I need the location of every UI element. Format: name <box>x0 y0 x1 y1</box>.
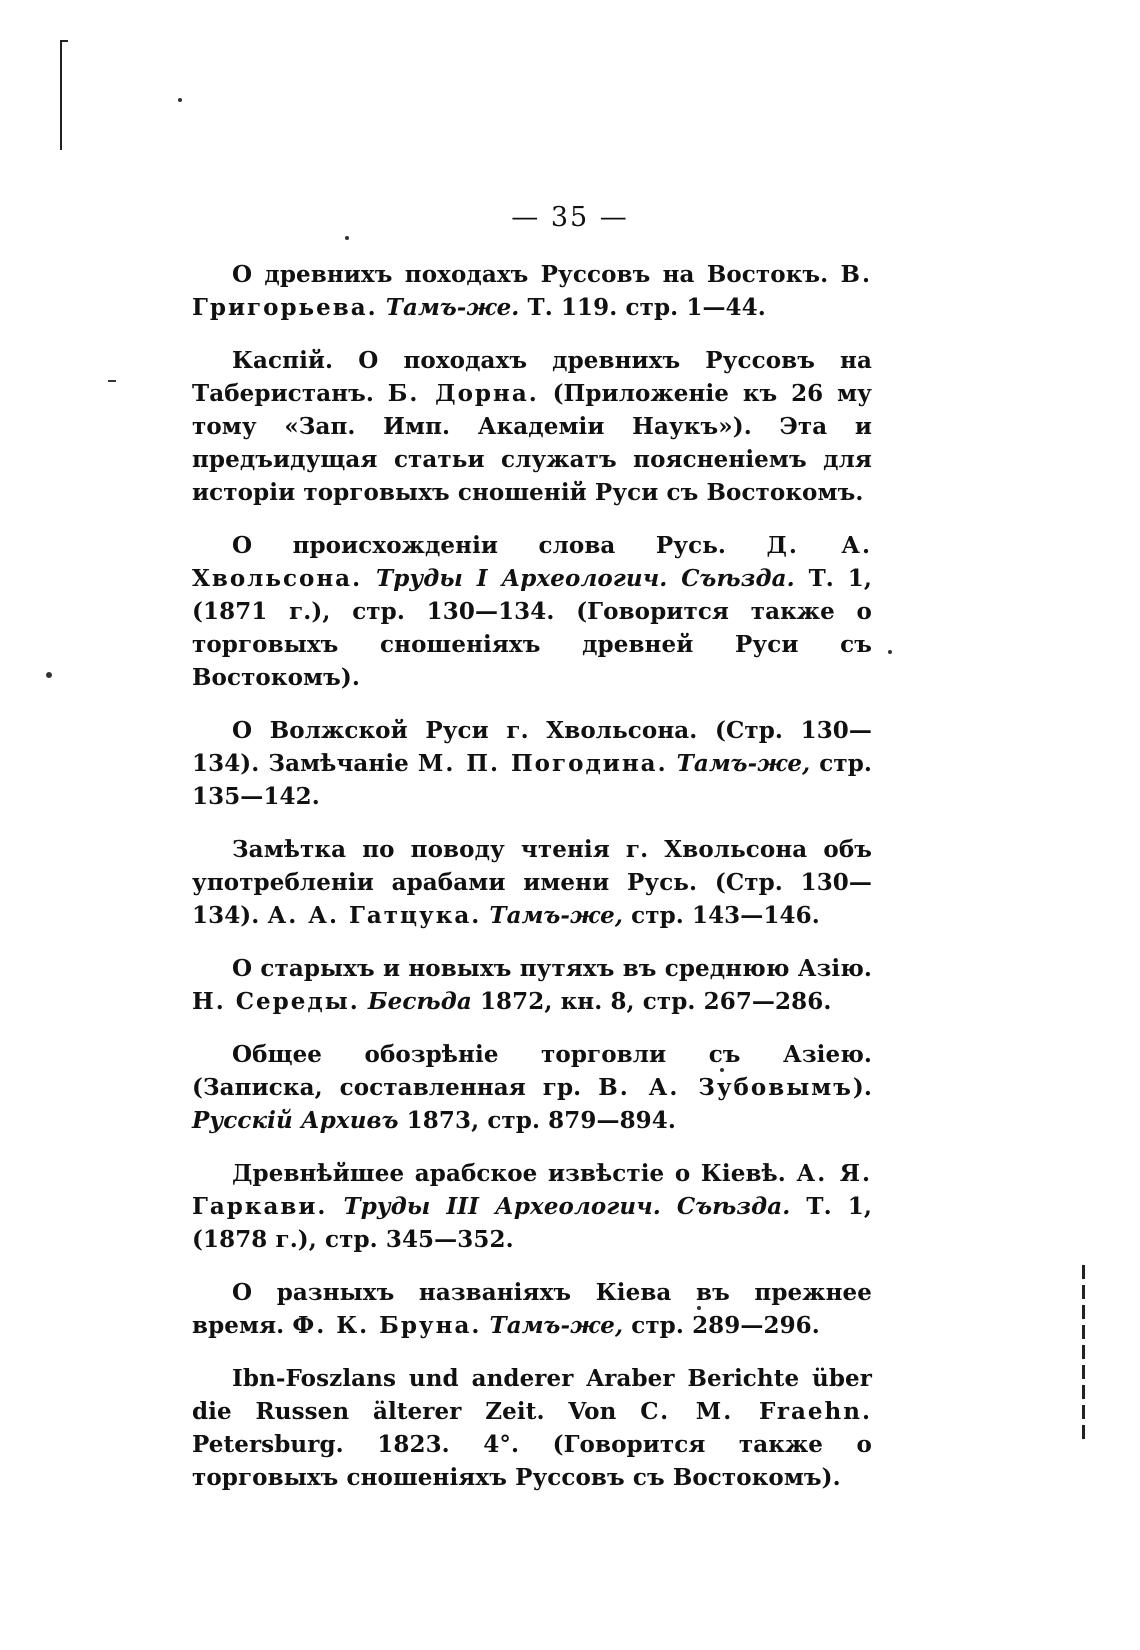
bibliography-entry <box>192 952 872 1018</box>
entry-title: Каспій. О походахъ древнихъ Руссовъ на Таберистанъ. <box>192 347 872 407</box>
bibliography-entry <box>192 1038 872 1137</box>
bibliography-list <box>192 258 872 1514</box>
bibliography-entry <box>192 1276 872 1342</box>
entry-text <box>362 565 376 592</box>
entry-author: C. M. Fraehn. <box>640 1398 872 1425</box>
entry-title: Древнѣйшее арабское извѣстіе о Кіевѣ. <box>232 1160 797 1187</box>
entry-source: Русскій Архивъ <box>192 1107 399 1134</box>
entry-title: О старыхъ и новыхъ путяхъ въ среднюю Азію. <box>232 955 872 982</box>
entry-author: А. Я. Гаркави. <box>192 1160 872 1220</box>
entry-details: стр. 289—296. <box>623 1312 820 1339</box>
entry-details: стр. 143—146. <box>623 902 820 929</box>
bibliography-entry <box>192 833 872 932</box>
scan-edge-mark <box>60 40 68 42</box>
entry-author: М. П. Погодина. <box>417 750 668 777</box>
entry-author: А. А. Гатцука. <box>267 902 482 929</box>
entry-author: В. Григорьева. <box>192 261 872 321</box>
entry-title: О древнихъ походахъ Руссовъ на Востокъ. <box>232 261 841 288</box>
entry-source: Труды I Археологич. Съѣзда. <box>375 565 795 592</box>
entry-details: 1872, кн. 8, стр. 267—286. <box>471 988 832 1015</box>
scan-speck <box>178 98 182 102</box>
entry-text: Petersburg. 1823. 4°. (Говорится также о торговыхъ сношеніяхъ Руссовъ съ Востокомъ). <box>192 1431 872 1491</box>
entry-source: Бесѣда <box>367 988 472 1015</box>
entry-details: Т. 1, (1878 г.), стр. 345—352. <box>192 1193 873 1253</box>
scan-speck <box>46 672 52 678</box>
entry-author: Ф. К. Бруна. <box>292 1312 482 1339</box>
entry-author: Д. А. Хвольсона. <box>192 532 872 592</box>
entry-author: В. А. Зубовымъ <box>598 1074 853 1101</box>
entry-title: О происхожденіи слова Русь. <box>232 532 767 559</box>
entry-title: О разныхъ названіяхъ Кіева въ прежнее время. <box>192 1279 872 1339</box>
entry-text <box>327 1193 343 1220</box>
bibliography-entry <box>192 529 872 694</box>
entry-text <box>668 750 677 777</box>
page-number: — 35 — <box>511 202 629 233</box>
bibliography-entry <box>192 714 872 813</box>
bibliography-entry <box>192 1362 872 1494</box>
entry-title: О Волжской Руси г. Хвольсона. (Стр. 130—134). Замѣчаніе <box>192 717 872 777</box>
scan-speck <box>108 380 116 382</box>
entry-text <box>360 988 368 1015</box>
entry-title: Общее обозрѣніе торговли съ Азіею. (Записка, составленная гр. <box>192 1041 872 1101</box>
bibliography-entry <box>192 344 872 509</box>
bibliography-entry <box>192 258 872 324</box>
entry-details: 1873, стр. 879—894. <box>398 1107 676 1134</box>
entry-title: Замѣтка по поводу чтенія г. Хвольсона объ употребленіи арабами имени Русь. (Стр. 130—134). <box>192 836 872 929</box>
entry-author: Н. Середы. <box>192 988 360 1015</box>
scan-edge-mark <box>60 40 62 150</box>
scan-speck <box>888 650 892 654</box>
entry-details: Т. 1, (1871 г.), стр. 130—134. (Говорится также о торговыхъ сношеніяхъ древней Руси съ Востокомъ). <box>192 565 873 691</box>
entry-text <box>378 294 386 321</box>
scan-speck <box>345 236 349 240</box>
entry-text: ). <box>852 1074 872 1101</box>
scan-edge-mark <box>1082 1265 1085 1440</box>
entry-source: Труды III Археологич. Съѣзда. <box>343 1193 791 1220</box>
entry-source: Тамъ-же, <box>489 1312 624 1339</box>
entry-details: Т. 119. стр. 1—44. <box>519 294 766 321</box>
entry-author: Б. Дорна. <box>387 380 539 407</box>
bibliography-entry <box>192 1157 872 1256</box>
entry-source: Тамъ-же, <box>676 750 811 777</box>
entry-text: (Приложеніе къ 26 му тому «Зап. Имп. Академіи Наукъ»). Эта и предъидущая статьи служатъ поясненіемъ для исторіи торговыхъ сношеній Руси съ Востокомъ. <box>192 380 872 506</box>
entry-title: Ibn-Foszlans und anderer Araber Berichte über die Russen älterer Zeit. Von <box>192 1365 872 1425</box>
entry-details: стр. 135—142. <box>192 750 872 810</box>
entry-source: Тамъ-же, <box>489 902 624 929</box>
entry-source: Тамъ-же. <box>385 294 520 321</box>
